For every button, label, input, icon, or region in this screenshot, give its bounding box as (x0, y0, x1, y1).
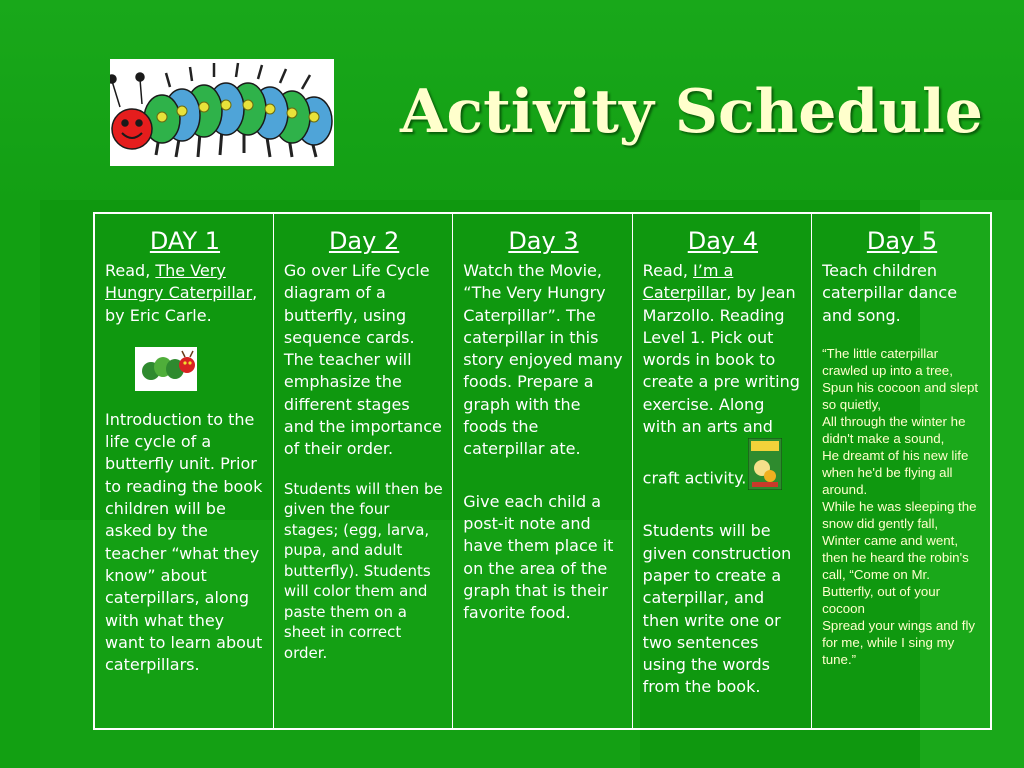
table-row (94, 213, 991, 729)
caterpillar-clipart (110, 59, 334, 166)
poem-line: He dreamt of his new life when he'd be flying all around. (822, 447, 969, 497)
page-title: Activity Schedule (400, 77, 983, 147)
day-2-paragraph-1: Go over Life Cycle diagram of a butterfly, using sequence cards. The teacher will emphasize the different stages and the importance of their order. (283, 261, 442, 459)
day-4-paragraph-2: Students will be given construction paper to create a caterpillar, and then write one or two sentences using the words from the book. (642, 521, 792, 697)
day-2-header: Day 2 (328, 227, 400, 255)
poem-line: Winter came and went, then he heard the robin's call, “Come on Mr. Butterfly, out of your cocoon (822, 532, 969, 616)
caterpillar-song-poem (822, 345, 982, 668)
day-3-paragraph-2: Give each child a post-it note and have them place it on the area of the graph that is their favorite food. (463, 491, 614, 623)
spacer (643, 490, 803, 520)
day-4-reading (643, 260, 803, 490)
day-3-paragraph-1: Watch the Movie, “The Very Hungry Caterpillar”. The caterpillar in this story enjoyed many foods. Prepare a graph with the foods the caterpillar ate. (463, 261, 623, 459)
day-1-cell (94, 213, 273, 729)
day-4-read-suffix: , by Jean Marzollo. Reading Level 1. Pick out words in book to create a pre writing exercise. Along with an arts and craft activity. (642, 283, 800, 489)
activity-schedule-table (93, 212, 992, 730)
day-1-paragraph-2: Introduction to the life cycle of a butterfly unit. Prior to reading the book children will be asked by the teacher “what they know” about caterpillars, along with what they want to learn about caterpillars. (105, 409, 263, 675)
day-3-cell (453, 213, 632, 729)
day-5-header: Day 5 (866, 227, 938, 255)
day-4-header: Day 4 (687, 227, 759, 255)
day-1-read-suffix: , by Eric Carle. (105, 283, 258, 325)
day-1-book-title: The Very Hungry Caterpillar (105, 261, 253, 303)
spacer (284, 461, 444, 479)
im-a-caterpillar-book-icon (748, 438, 782, 490)
day-1-read-prefix: Read, (105, 261, 156, 280)
poem-line: All through the winter he didn't make a sound, (822, 413, 966, 446)
day-4-book-title: I’m a Caterpillar (642, 261, 734, 303)
poem-line: While he was sleeping the snow did gently fall, (822, 498, 977, 531)
day-1-reading (105, 260, 265, 327)
hungry-caterpillar-book-icon (135, 347, 197, 391)
day-2-paragraph-2: Students will then be given the four stages; (egg, larva, pupa, and adult butterfly). Students will color them and paste them on a sheet in correct order. (283, 479, 443, 662)
day-2-cell (273, 213, 452, 729)
poem-line: “The little caterpillar crawled up into a tree, (822, 345, 953, 378)
day-1-header: DAY 1 (149, 227, 221, 255)
day-4-read-prefix: Read, (642, 261, 694, 280)
day-4-cell (632, 213, 811, 729)
poem-line: Spread your wings and fly for me, while I sing my tune.” (822, 617, 976, 667)
day-5-paragraph-1: Teach children caterpillar dance and song. (822, 261, 958, 325)
poem-line: Spun his cocoon and slept so quietly, (822, 379, 979, 412)
day-3-header: Day 3 (508, 227, 579, 255)
spacer (463, 461, 623, 491)
spacer (105, 391, 265, 409)
day-5-cell (812, 213, 991, 729)
